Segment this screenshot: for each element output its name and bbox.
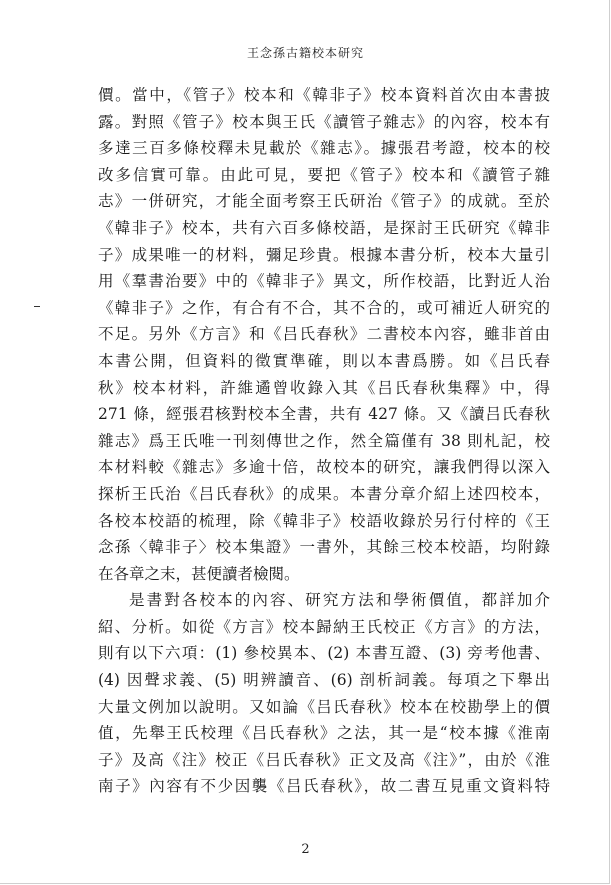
body-line: 本書公開，但資料的徵實準確，則以本書爲勝。如《吕氏春 <box>98 351 550 370</box>
body-line: 雜志》爲王氏唯一刊刻傳世之作，然全篇僅有 38 則札記，校 <box>98 431 550 450</box>
body-line: 不足。另外《方言》和《吕氏春秋》二書校本內容，雖非首由 <box>98 325 550 344</box>
body-line: 在各章之末，甚便讀者檢閱。 <box>98 564 300 583</box>
body-line: 本材料較《雜志》多逾十倍，故校本的研究，讓我們得以深入 <box>98 458 550 477</box>
body-line: 值，先舉王氏校理《吕氏春秋》之法，其一是“校本據《淮南 <box>98 724 550 743</box>
body-line: 《韓非子》之作，有合有不合，其不合的，或可補近人研究的 <box>98 298 550 317</box>
body-line: 子》成果唯一的材料，彌足珍貴。根據本書分析，校本大量引 <box>98 245 550 264</box>
body-line: 念孫〈韓非子〉校本集證》一書外，其餘三校本校語，均附錄 <box>98 538 550 557</box>
page-number: 2 <box>301 842 310 857</box>
body-line: (4) 因聲求義、(5) 明辨讀音、(6) 剖析詞義。每項之下舉出 <box>98 671 550 690</box>
body-line: 探析王氏治《吕氏春秋》的成果。本書分章介紹上述四校本， <box>98 484 550 503</box>
body-line: 改多信實可靠。由此可見，要把《管子》校本和《讀管子雜 <box>98 165 550 184</box>
body-line: 多達三百多條校釋未見載於《雜志》。據張君考證，校本的校 <box>98 139 550 158</box>
body-line: 價。當中，《管子》校本和《韓非子》校本資料首次由本書披 <box>98 86 550 104</box>
body-line: 各校本校語的梳理，除《韓非子》校語收錄於另行付梓的《王 <box>98 511 550 530</box>
body-line: 志》一併研究，才能全面考察王氏研治《管子》的成就。至於 <box>98 192 550 211</box>
body-line: 大量文例加以說明。又如論《吕氏春秋》校本在校勘學上的價 <box>98 697 550 716</box>
body-line: 用《羣書治要》中的《韓非子》異文，所作校語，比對近人治 <box>98 272 550 291</box>
body-line: 紹、分析。如從《方言》校本歸納王氏校正《方言》的方法， <box>98 617 550 636</box>
body-line: 子》及高《注》校正《吕氏春秋》正文及高《注》”，由於《淮 <box>98 750 550 769</box>
margin-mark <box>34 306 40 307</box>
body-line: 是書對各校本的內容、研究方法和學術價值，都詳加介 <box>129 591 550 610</box>
body-line: 則有以下六項：(1) 參校異本、(2) 本書互證、(3) 旁考他書、 <box>98 644 550 663</box>
body-line: 《韓非子》校本，共有六百多條校語，是探討王氏研究《韓非 <box>98 218 550 237</box>
body-text <box>98 82 550 800</box>
body-line: 271 條，經張君核對校本全書，共有 427 條。又《讀吕氏春秋 <box>98 405 550 424</box>
running-header: 王念孫古籍校本研究 <box>246 46 364 60</box>
body-line: 秋》校本材料，許維遹曾收錄入其《吕氏春秋集釋》中，得 <box>98 378 550 397</box>
body-line: 南子》內容有不少因襲《吕氏春秋》，故二書互見重文資料特 <box>98 777 550 796</box>
body-line: 露。對照《管子》校本與王氏《讀管子雜志》的內容，校本有 <box>98 112 550 131</box>
